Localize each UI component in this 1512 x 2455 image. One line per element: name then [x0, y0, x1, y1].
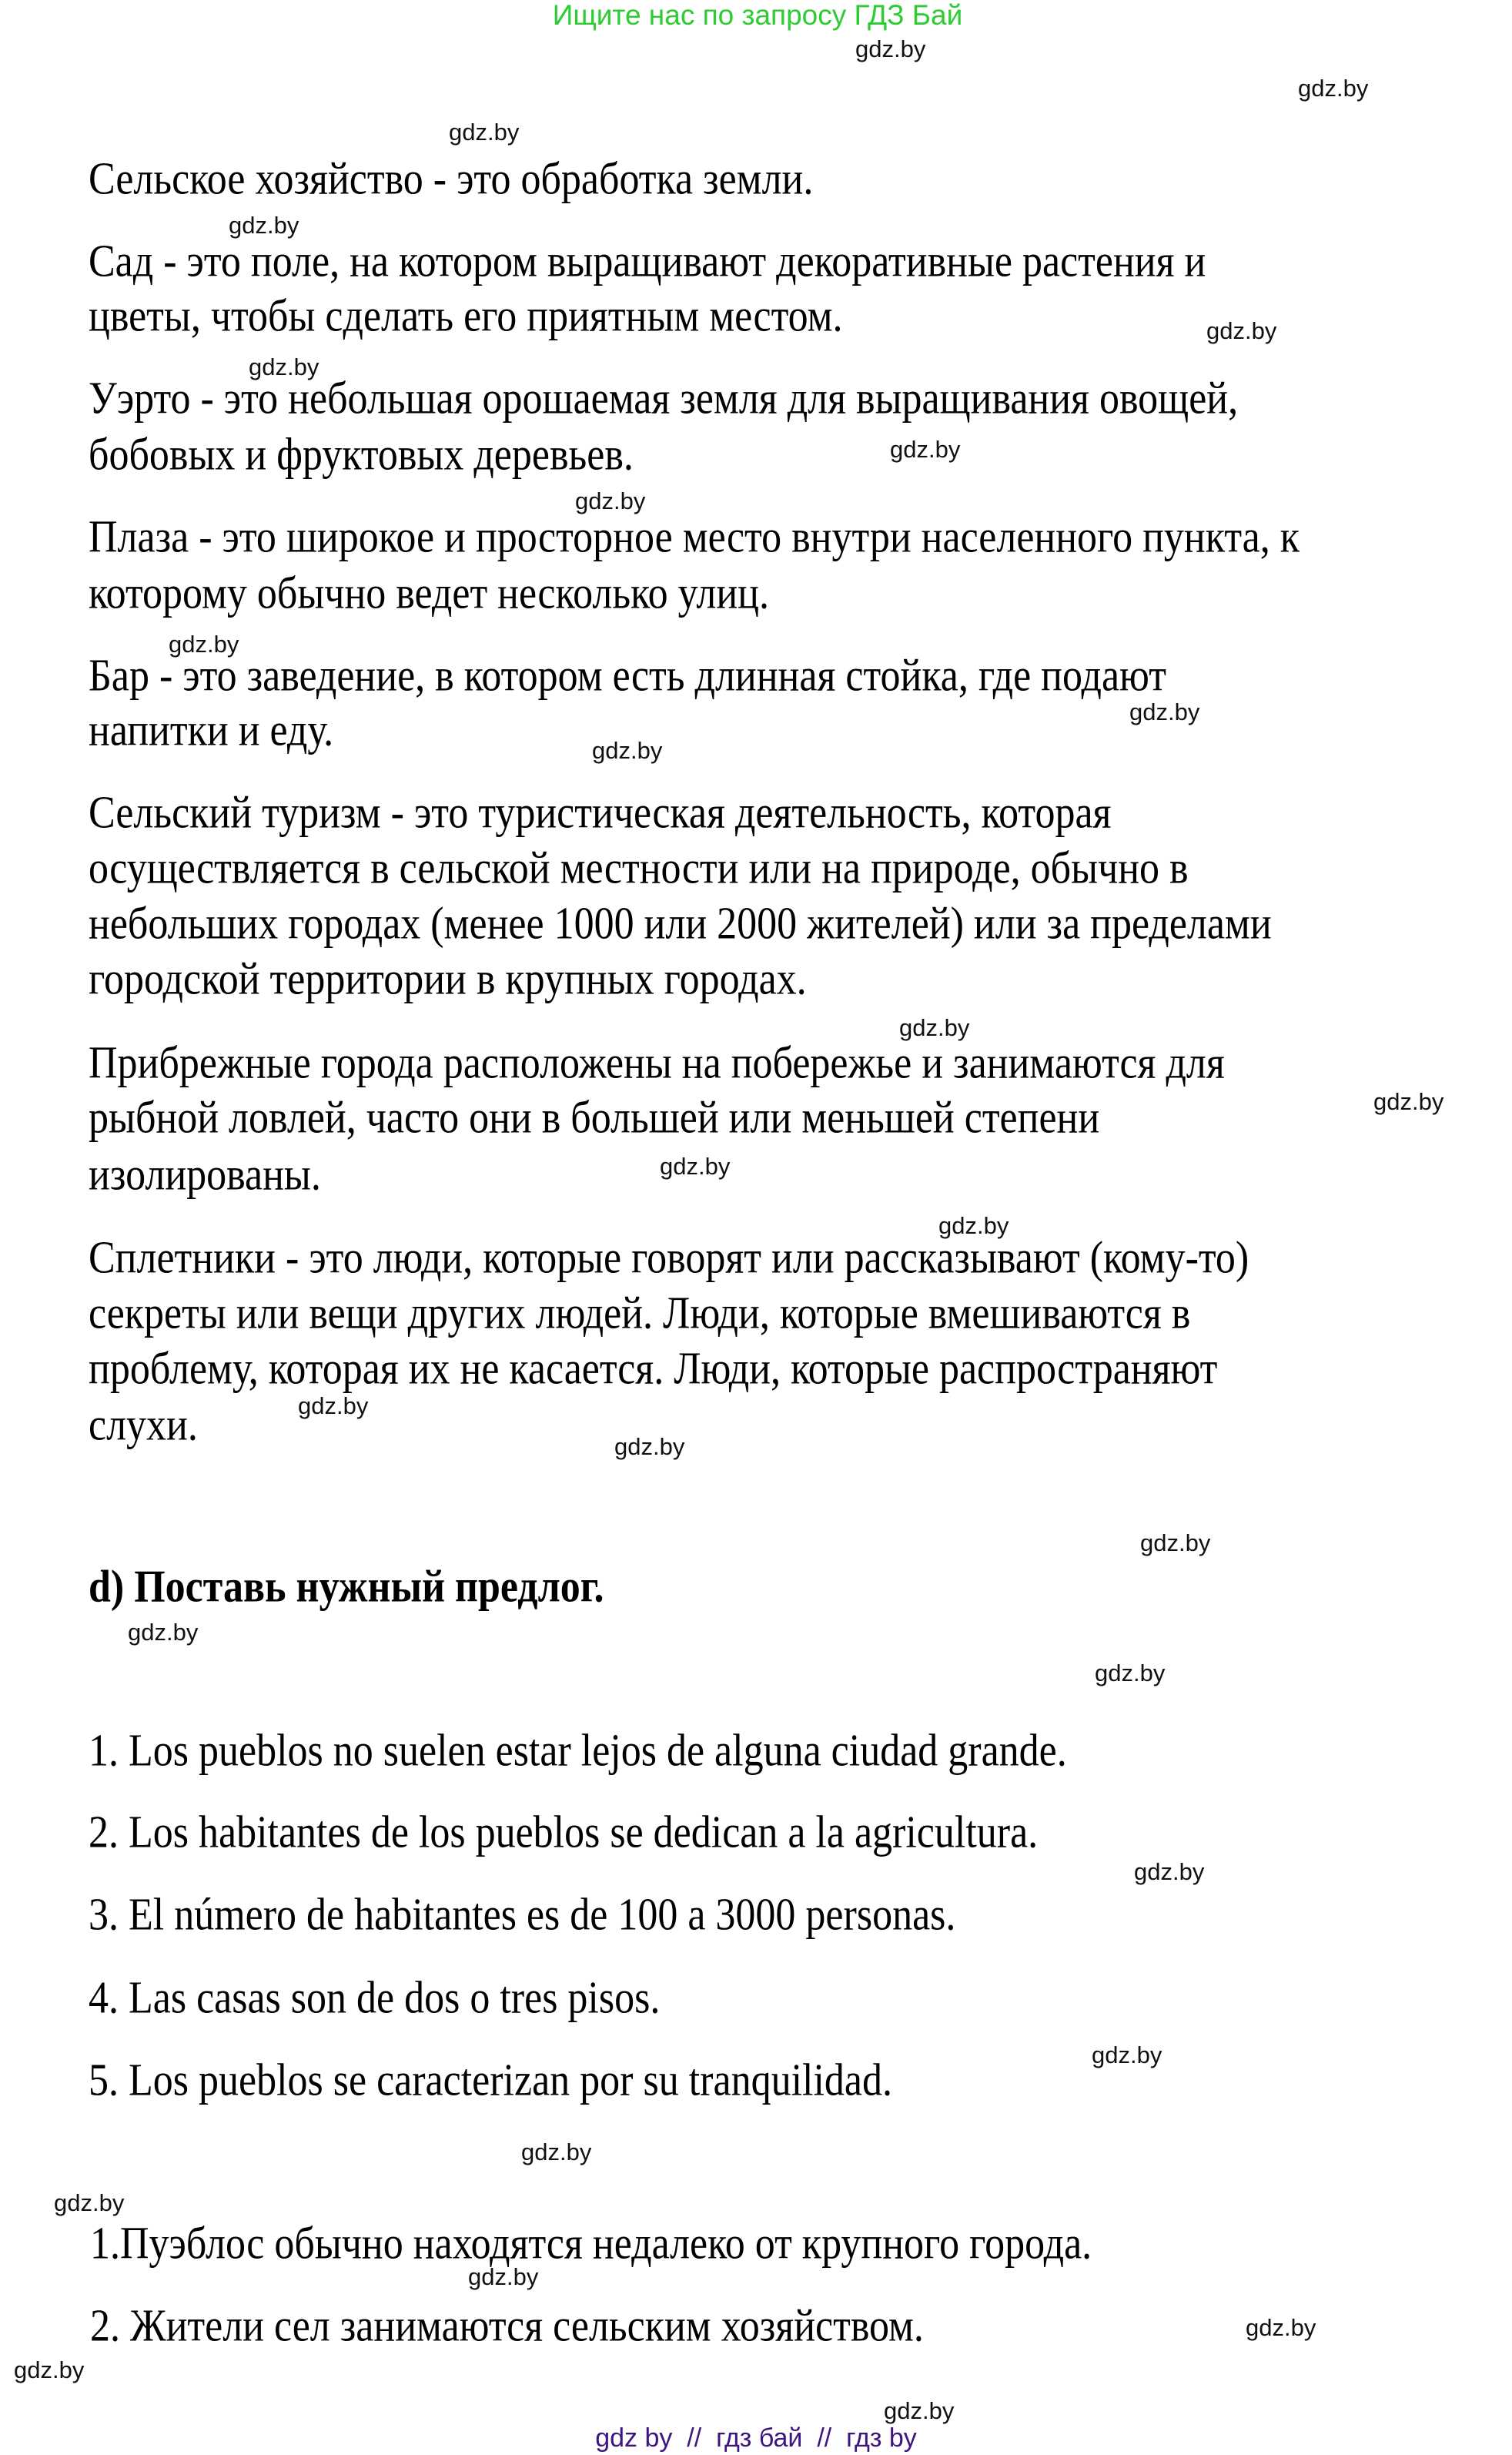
footer-banner: gdz by // гдз бай // гдз by — [595, 2423, 917, 2453]
text-line: Бар - это заведение, в котором есть длинная стойка, где подают — [89, 651, 1166, 702]
watermark-text: gdz.by — [249, 353, 319, 380]
text-line: рыбной ловлей, часто они в большей или меньшей степени — [89, 1093, 1100, 1144]
exercise-item: 4. Las casas son de dos o tres pisos. — [89, 1973, 661, 2024]
watermark-text: gdz.by — [1092, 2041, 1162, 2068]
watermark-text: gdz.by — [54, 2189, 125, 2216]
watermark-text: gdz.by — [899, 1014, 970, 1041]
watermark-text: gdz.by — [1206, 317, 1277, 344]
watermark-text: gdz.by — [614, 1433, 685, 1460]
watermark-text: gdz.by — [1246, 2314, 1316, 2341]
exercise-heading: d) Поставь нужный предлог. — [89, 1562, 604, 1613]
text-line: которому обычно ведет несколько улиц. — [89, 568, 769, 619]
watermark-text: gdz.by — [14, 2356, 85, 2383]
translation-item: 1.Пуэблос обычно находятся недалеко от крупного города. — [90, 2219, 1092, 2269]
text-line: небольших городах (менее 1000 или 2000 жителей) или за пределами — [89, 899, 1272, 950]
watermark-text: gdz.by — [1373, 1088, 1444, 1115]
text-line: напитки и еду. — [89, 705, 334, 756]
translation-item: 2. Жители сел занимаются сельским хозяйством. — [90, 2301, 924, 2352]
exercise-item: 3. El número de habitantes es de 100 a 3000 personas. — [89, 1890, 956, 1941]
text-line: секреты или вещи других людей. Люди, которые вмешиваются в — [89, 1288, 1191, 1339]
exercise-item: 1. Los pueblos no suelen estar lejos de alguna ciudad grande. — [89, 1726, 1067, 1777]
watermark-text: gdz.by — [660, 1153, 731, 1180]
watermark-text: gdz.by — [1129, 698, 1200, 725]
text-line: слухи. — [89, 1400, 198, 1451]
watermark-text: gdz.by — [855, 35, 926, 62]
text-line: осуществляется в сельской местности или на природе, обычно в — [89, 843, 1189, 894]
watermark-text: gdz.by — [468, 2263, 539, 2290]
text-line: Сельское хозяйство - это обработка земли. — [89, 154, 814, 205]
text-line: проблему, которая их не касается. Люди, которые распространяют — [89, 1344, 1218, 1395]
text-line: Уэрто - это небольшая орошаемая земля для выращивания овощей, — [89, 373, 1239, 424]
watermark-text: gdz.by — [884, 2397, 955, 2424]
text-line: Плаза - это широкое и просторное место внутри населенного пункта, к — [89, 512, 1300, 563]
watermark-text: gdz.by — [890, 436, 961, 463]
watermark-text: gdz.by — [449, 119, 520, 146]
exercise-item: 2. Los habitantes de los pueblos se dedican a la agricultura. — [89, 1807, 1039, 1858]
watermark-text: gdz.by — [938, 1212, 1009, 1239]
watermark-text: gdz.by — [128, 1619, 199, 1646]
exercise-item: 5. Los pueblos se caracterizan por su tranquilidad. — [89, 2055, 892, 2106]
watermark-text: gdz.by — [298, 1392, 369, 1419]
text-line: Сад - это поле, на котором выращивают декоративные растения и — [89, 236, 1206, 287]
text-line: Сплетники - это люди, которые говорят или рассказывают (кому-то) — [89, 1233, 1249, 1284]
text-line: бобовых и фруктовых деревьев. — [89, 430, 634, 481]
watermark-text: gdz.by — [1134, 1858, 1205, 1885]
text-line: цветы, чтобы сделать его приятным местом. — [89, 291, 843, 342]
watermark-text: gdz.by — [1140, 1529, 1211, 1556]
watermark-text: gdz.by — [521, 2138, 592, 2165]
watermark-text: gdz.by — [1095, 1660, 1166, 1686]
watermark-text: gdz.by — [1298, 75, 1369, 102]
search-banner: Ищите нас по запросу ГДЗ Бай — [552, 0, 963, 31]
text-line: Сельский туризм - это туристическая деятельность, которая — [89, 788, 1112, 839]
text-line: городской территории в крупных городах. — [89, 954, 807, 1005]
watermark-text: gdz.by — [592, 737, 663, 764]
watermark-text: gdz.by — [229, 212, 299, 239]
text-line: Прибрежные города расположены на побережье и занимаются для — [89, 1038, 1225, 1089]
watermark-text: gdz.by — [169, 631, 239, 658]
watermark-text: gdz.by — [575, 487, 646, 514]
text-line: изолированы. — [89, 1150, 321, 1201]
